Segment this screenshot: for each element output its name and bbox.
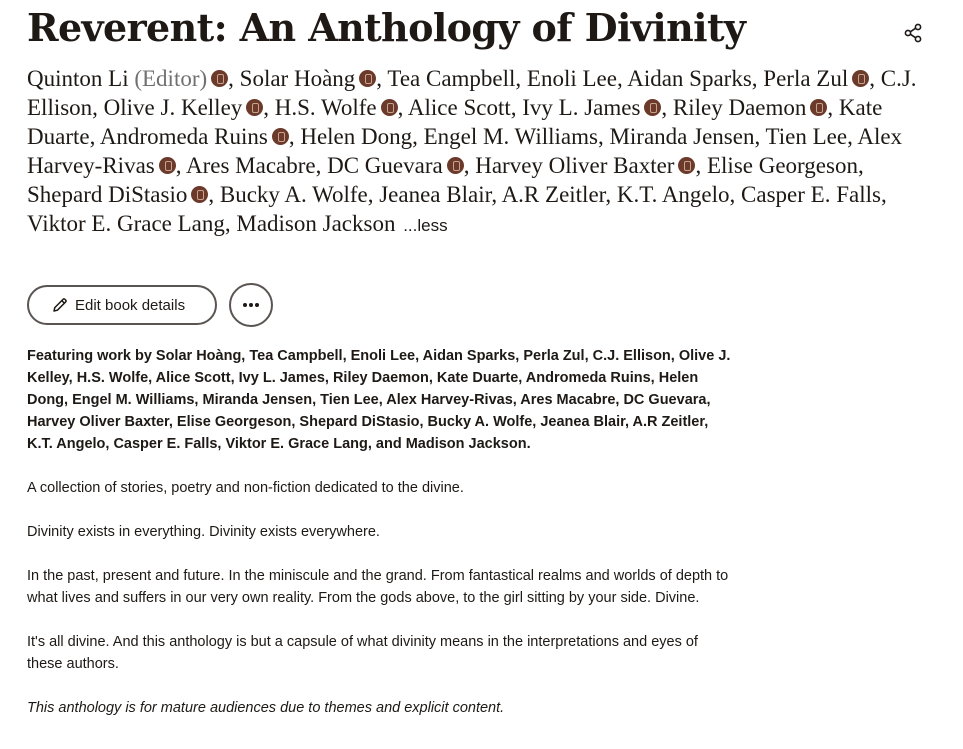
contributor-link[interactable] <box>766 124 848 149</box>
contributor-link[interactable] <box>100 124 289 149</box>
book-description <box>27 345 737 741</box>
verified-author-badge-icon <box>447 157 464 174</box>
contributor-link[interactable] <box>387 66 515 91</box>
contributor-name: Jeanea Blair <box>379 182 492 207</box>
verified-author-badge-icon <box>381 99 398 116</box>
contributor-name: Engel M. Williams <box>423 124 598 149</box>
contributor-link[interactable] <box>27 66 228 91</box>
book-title: Reverent: An Anthology of Divinity <box>27 5 746 50</box>
contributor-name: C.J. Ellison <box>27 66 917 120</box>
description-paragraph: Divinity exists in everything. Divinity exists everywhere. <box>27 524 380 540</box>
contributor-link[interactable] <box>527 66 617 91</box>
mature-audience-note: This anthology is for mature audiences due to themes and explicit content. <box>27 700 505 716</box>
description-paragraph: In the past, present and future. In the miniscule and the grand. From fantastical realms and worlds of depth to what lives and suffers in our very own reality. From the gods above, to the girl sitting by your side. Divine. <box>27 568 729 606</box>
contributor-name: Alex Harvey-Rivas <box>27 124 903 178</box>
contributor-link[interactable] <box>104 95 264 120</box>
contributor-link[interactable] <box>424 124 598 149</box>
contributor-link[interactable] <box>240 66 377 91</box>
contributor-name: Solar Hoàng <box>239 66 356 91</box>
contributor-name: A.R Zeitler <box>501 182 606 207</box>
contributor-link[interactable] <box>617 182 730 207</box>
contributor-name: Enoli Lee <box>526 66 617 91</box>
share-button[interactable] <box>901 21 925 45</box>
contributor-name: Ivy L. James <box>522 95 641 120</box>
contributor-list: Quinton Li (Editor) , Solar Hoàng , Tea Campbell, Enoli Lee, Aidan Sparks, Perla Zul , C.J. Ellison, Olive J. Kelley , H.S. Wolfe , Alice Scott, Ivy L. James , Riley Daemon , Kate Duarte, Andromeda Ruins , Helen Dong, Engel M. Williams, Miranda Jensen, Tien Lee, Alex Harvey-Rivas , Ares Macabre, DC Guevara , Harvey Oliver Baxter , Elise Georgeson, Shepard DiStasio , Bucky A. Wolfe, Jeanea Blair, A.R Zeitler, K.T. Angelo, Casper E. Falls, Viktor E. Grace Lang, Madison Jackson ...less <box>27 66 917 236</box>
edit-book-details-button[interactable] <box>27 285 217 325</box>
contributor-name: Casper E. Falls <box>741 182 881 207</box>
contributor-link[interactable] <box>673 95 828 120</box>
contributor-link[interactable] <box>609 124 754 149</box>
contributor-link[interactable] <box>379 182 491 207</box>
contributor-name: Riley Daemon <box>672 95 807 120</box>
contributor-name: Olive J. Kelley <box>103 95 243 120</box>
edit-book-details-label: Edit book details <box>75 296 186 314</box>
contributor-name: Tea Campbell <box>387 66 516 91</box>
contributor-name: Quinton Li <box>27 66 129 91</box>
show-less-link[interactable]: ...less <box>403 216 448 235</box>
contributor-link[interactable] <box>707 153 858 178</box>
description-paragraph: It's all divine. And this anthology is but a capsule of what divinity means in the interpretations and eyes of these authors. <box>27 634 698 672</box>
contributor-name: Perla Zul <box>763 66 849 91</box>
contributor-name: Shepard DiStasio <box>27 182 188 207</box>
contributor-link[interactable] <box>220 182 368 207</box>
contributor-name: Madison Jackson <box>236 211 396 236</box>
contributor-name: Harvey Oliver Baxter <box>475 153 675 178</box>
contributor-name: Alice Scott <box>407 95 511 120</box>
contributor-name: Aidan Sparks <box>627 66 752 91</box>
verified-author-badge-icon <box>159 157 176 174</box>
contributor-name: Bucky A. Wolfe <box>219 182 368 207</box>
contributor-name: K.T. Angelo <box>616 182 730 207</box>
contributor-link[interactable] <box>27 182 208 207</box>
contributor-name: H.S. Wolfe <box>274 95 377 120</box>
verified-author-badge-icon <box>644 99 661 116</box>
contributor-link[interactable] <box>236 211 395 236</box>
verified-author-badge-icon <box>810 99 827 116</box>
contributor-link[interactable] <box>627 66 752 91</box>
contributor-name: Tien Lee <box>765 124 848 149</box>
description-paragraph: A collection of stories, poetry and non-fiction dedicated to the divine. <box>27 480 464 496</box>
contributor-link[interactable] <box>408 95 511 120</box>
verified-author-badge-icon <box>678 157 695 174</box>
verified-author-badge-icon <box>191 186 208 203</box>
contributor-name: Elise Georgeson <box>706 153 858 178</box>
verified-author-badge-icon <box>211 70 228 87</box>
pencil-icon <box>51 296 69 314</box>
contributor-link[interactable] <box>300 124 412 149</box>
contributor-name: Andromeda Ruins <box>99 124 268 149</box>
verified-author-badge-icon <box>359 70 376 87</box>
contributor-link[interactable] <box>522 95 661 120</box>
contributor-link[interactable] <box>763 66 869 91</box>
verified-author-badge-icon <box>272 128 289 145</box>
contributor-link[interactable] <box>502 182 606 207</box>
contributor-link[interactable] <box>475 153 695 178</box>
contributor-name: Helen Dong <box>300 124 413 149</box>
verified-author-badge-icon <box>852 70 869 87</box>
book-actions <box>27 283 273 327</box>
contributor-link[interactable] <box>27 211 225 236</box>
contributor-link[interactable] <box>275 95 398 120</box>
contributor-name: Miranda Jensen <box>609 124 755 149</box>
contributor-name: Kate Duarte <box>27 95 883 149</box>
contributor-link[interactable] <box>327 153 464 178</box>
contributor-name: Viktor E. Grace Lang <box>27 211 225 236</box>
more-options-button[interactable] <box>229 283 273 327</box>
featuring-text: Featuring work by Solar Hoàng, Tea Campbell, Enoli Lee, Aidan Sparks, Perla Zul, C.J. Ellison, Olive J. Kelley, H.S. Wolfe, Alice Scott, Ivy L. James, Riley Daemon, Kate Duarte, Andromeda Ruins, Helen Dong, Engel M. Williams, Miranda Jensen, Tien Lee, Alex Harvey-Rivas, Ares Macabre, DC Guevara, Harvey Oliver Baxter, Elise Georgeson, Shepard DiStasio, Bucky A. Wolfe, Jeanea Blair, A.R Zeitler, K.T. Angelo, Casper E. Falls, Viktor E. Grace Lang, and Madison Jackson. <box>27 348 731 452</box>
contributor-link[interactable] <box>741 182 881 207</box>
share-icon <box>903 23 923 43</box>
contributor-name: Ares Macabre <box>185 153 316 178</box>
ellipsis-icon <box>241 302 261 308</box>
contributor-role: (Editor) <box>134 66 208 91</box>
verified-author-badge-icon <box>246 99 263 116</box>
contributor-name: DC Guevara <box>327 153 443 178</box>
contributor-link[interactable] <box>186 153 316 178</box>
